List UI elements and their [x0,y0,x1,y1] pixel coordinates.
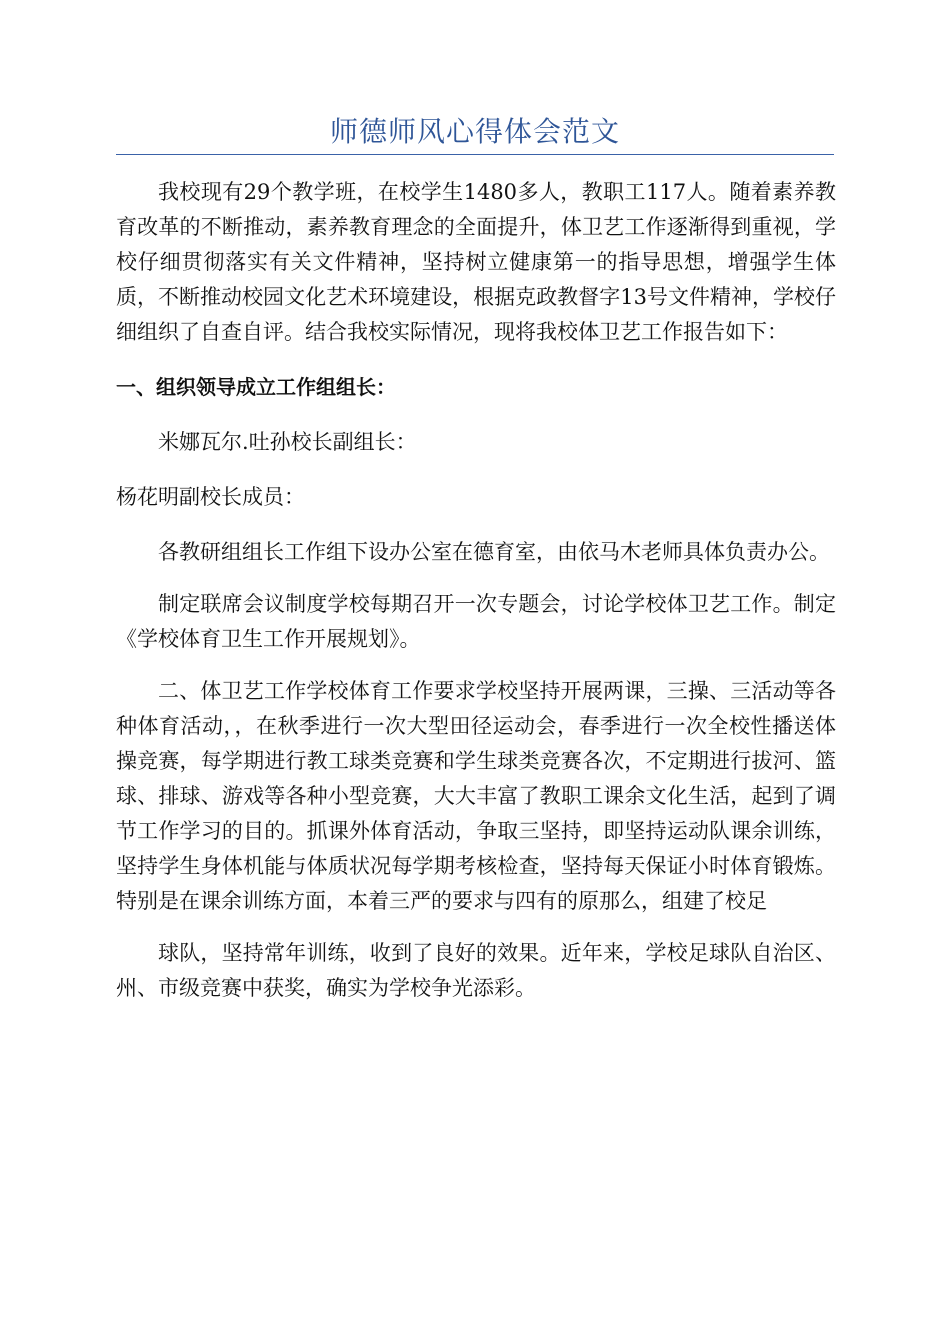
title-underline [116,154,834,155]
paragraph-sports-work: 二、体卫艺工作学校体育工作要求学校坚持开展两课，三操、三活动等各种体育活动，，在秋季进行一次大型田径运动会，春季进行一次全校性播送体操竞赛，每学期进行教工球类竞赛和学生球类竞赛各次，不定期进行拔河、篮球、排球、游戏等各种小型竞赛，大大丰富了教职工课余文化生活，起到了调节工作学习的目的。抓课外体育活动，争取三坚持，即坚持运动队课余训练，坚持学生身体机能与体质状况每学期考核检查，坚持每天保证小时体育锻炼。特别是在课余训练方面，本着三严的要求与四有的原那么，组建了校足 [116,679,836,913]
paragraph-intro: 我校现有29个教学班，在校学生1480多人，教职工117人。随着素养教育改革的不断推动，素养教育理念的全面提升，体卫艺工作逐渐得到重视，学校仔细贯彻落实有关文件精神，坚持树立健康第一的指导思想，增强学生体质，不断推动校园文化艺术环境建设，根据克政教督字13号文件精神，学校仔细组织了自查自评。结合我校实际情况，现将我校体卫艺工作报告如下： [116,180,836,344]
paragraph-meeting-system: 制定联席会议制度学校每期召开一次专题会，讨论学校体卫艺工作。制定《学校体育卫生工作开展规划》。 [116,592,836,651]
document-title: 师德师风心得体会范文 [329,115,620,148]
section-heading-organization: 一、组织领导成立工作组组长： [116,375,396,399]
paragraph-office: 各教研组组长工作组下设办公室在德育室，由依马木老师具体负责办公。 [158,540,830,564]
paragraph-leader: 米娜瓦尔.吐孙校长副组长： [158,430,417,454]
paragraph-deputy: 杨花明副校长成员： [116,485,305,509]
document-body [116,175,836,1006]
paragraph-football-team: 球队，坚持常年训练，收到了良好的效果。近年来，学校足球队自治区、州、市级竞赛中获奖，确实为学校争光添彩。 [116,941,836,1000]
